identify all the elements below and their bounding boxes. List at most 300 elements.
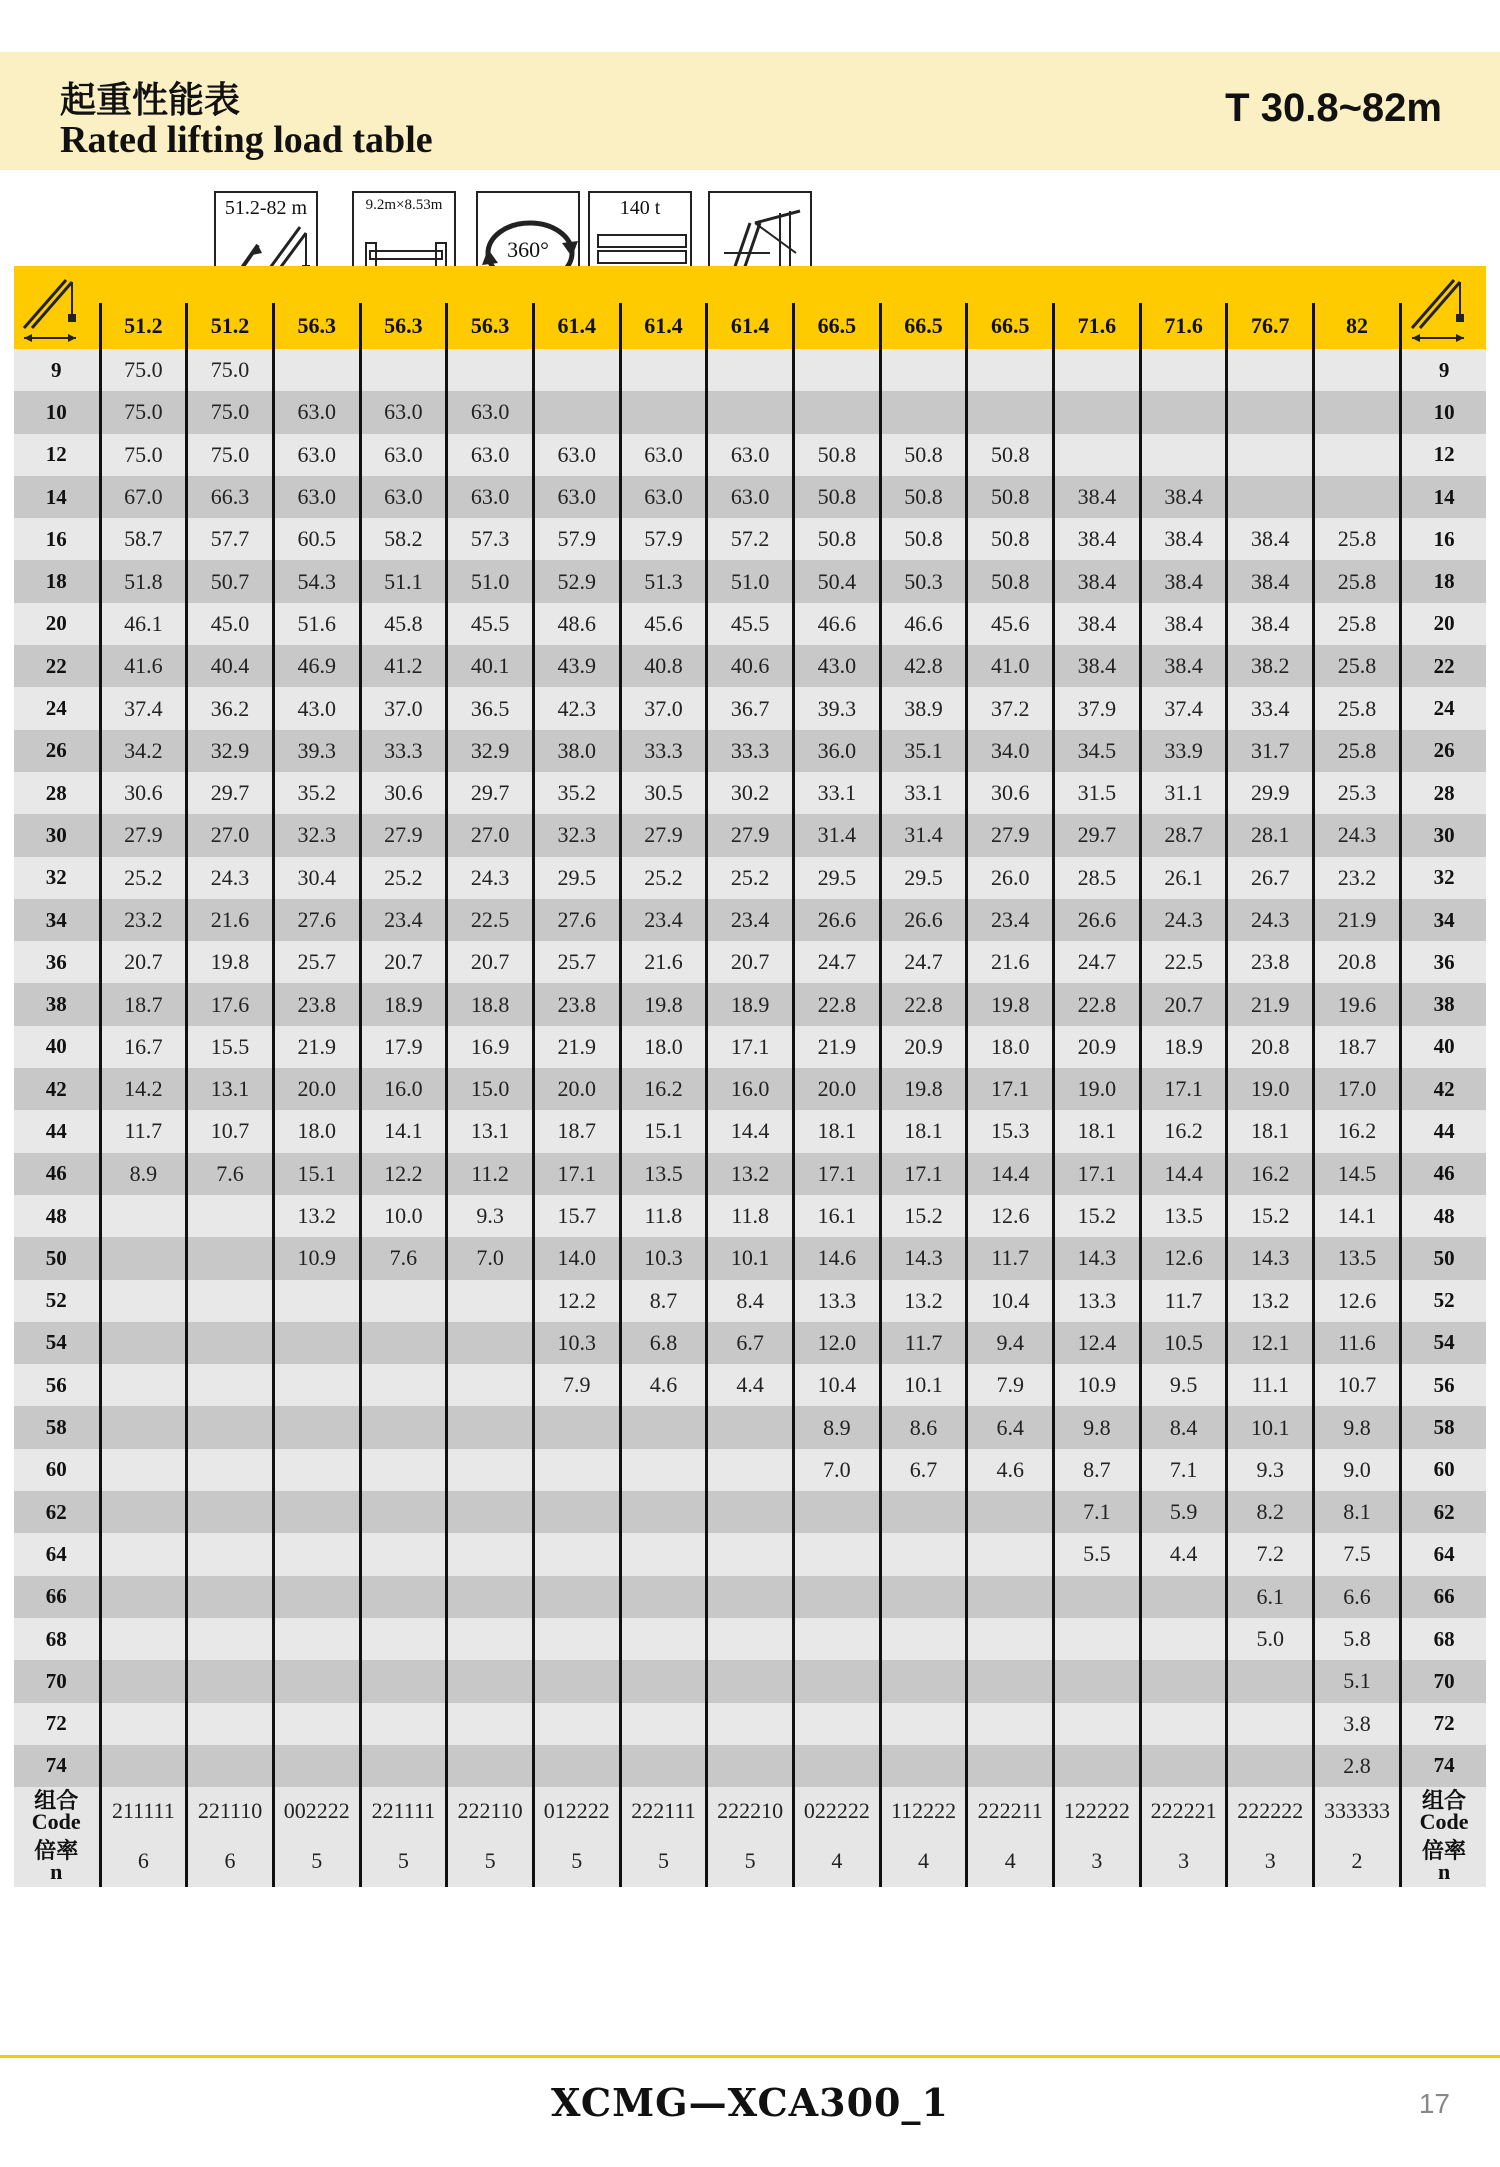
load-cell [1054,1745,1141,1787]
load-cell: 30.6 [360,772,447,814]
load-cell: 40.1 [447,645,534,687]
load-cell [533,1406,620,1448]
load-cell: 19.8 [187,941,274,983]
code-cell: 222210 [707,1787,794,1835]
load-cell: 16.1 [794,1195,881,1237]
load-cell [1314,434,1401,476]
load-cell: 50.8 [794,434,881,476]
load-cell [533,391,620,433]
boom-range-label: 51.2-82 m [224,197,308,219]
load-cell: 6.7 [880,1449,967,1491]
load-cell: 12.1 [1227,1322,1314,1364]
load-cell: 8.1 [1314,1491,1401,1533]
load-cell: 15.7 [533,1195,620,1237]
load-cell: 10.9 [1054,1364,1141,1406]
load-cell: 8.9 [794,1406,881,1448]
load-cell: 17.1 [1054,1153,1141,1195]
table-row [14,857,1486,899]
load-cell: 38.2 [1227,645,1314,687]
load-cell [794,391,881,433]
load-cell: 75.0 [100,391,187,433]
code-cell: 333333 [1314,1787,1401,1835]
load-cell [447,1491,534,1533]
load-cell: 40.6 [707,645,794,687]
load-cell [620,1449,707,1491]
code-cell: 012222 [533,1787,620,1835]
load-cell: 25.2 [620,857,707,899]
load-cell [360,1322,447,1364]
code-cell: 112222 [880,1787,967,1835]
load-cell [1054,1576,1141,1618]
reeving-row [14,1835,1486,1887]
boom-length-header-cell: 66.5 [880,303,967,349]
load-cell: 63.0 [360,391,447,433]
load-cell [967,391,1054,433]
load-cell: 18.1 [1227,1110,1314,1152]
load-cell: 28.5 [1054,857,1141,899]
radius-cell-right: 74 [1400,1745,1486,1787]
load-cell: 6.4 [967,1406,1054,1448]
page-number: 17 [1418,2088,1450,2119]
load-cell [620,1533,707,1575]
load-cell: 25.8 [1314,730,1401,772]
load-cell [707,349,794,391]
table-row [14,1110,1486,1152]
load-cell [273,1280,360,1322]
load-cell: 20.7 [100,941,187,983]
code-row [14,1787,1486,1835]
load-cell [360,1660,447,1702]
load-cell [187,1618,274,1660]
load-cell: 21.9 [273,1026,360,1068]
table-row [14,1364,1486,1406]
load-cell [794,1533,881,1575]
load-cell: 16.9 [447,1026,534,1068]
load-cell [187,1237,274,1279]
load-cell: 9.5 [1140,1364,1227,1406]
load-cell: 5.9 [1140,1491,1227,1533]
load-cell: 57.7 [187,518,274,560]
load-cell: 31.4 [794,814,881,856]
load-cell: 25.2 [100,857,187,899]
rate-cell: 3 [1054,1835,1141,1887]
radius-cell: 60 [14,1449,100,1491]
load-cell [187,1703,274,1745]
load-cell: 7.9 [967,1364,1054,1406]
radius-cell-right: 22 [1400,645,1486,687]
load-cell [707,1703,794,1745]
radius-cell: 52 [14,1280,100,1322]
load-cell: 50.8 [794,518,881,560]
radius-cell-right: 30 [1400,814,1486,856]
load-cell [533,349,620,391]
code-cell: 022222 [794,1787,881,1835]
load-cell: 22.5 [447,899,534,941]
radius-cell-right: 42 [1400,1068,1486,1110]
load-cell: 25.3 [1314,772,1401,814]
load-cell: 66.3 [187,476,274,518]
load-cell: 24.7 [794,941,881,983]
load-cell: 6.1 [1227,1576,1314,1618]
load-cell: 15.2 [1054,1195,1141,1237]
load-cell: 24.3 [1314,814,1401,856]
load-cell: 17.1 [794,1153,881,1195]
rate-cell: 5 [360,1835,447,1887]
load-cell: 38.9 [880,687,967,729]
load-cell: 29.7 [447,772,534,814]
load-cell [1140,434,1227,476]
load-cell [533,1491,620,1533]
load-cell: 63.0 [447,434,534,476]
load-cell: 7.9 [533,1364,620,1406]
load-cell: 32.9 [187,730,274,772]
load-cell: 63.0 [273,476,360,518]
load-cell: 8.9 [100,1153,187,1195]
load-cell: 34.5 [1054,730,1141,772]
load-cell: 18.7 [1314,1026,1401,1068]
load-cell: 36.0 [794,730,881,772]
load-cell: 20.9 [1054,1026,1141,1068]
load-table [14,266,1486,1887]
load-cell [967,349,1054,391]
load-cell [880,1745,967,1787]
load-cell: 38.4 [1140,603,1227,645]
load-cell [707,1491,794,1533]
load-cell: 46.1 [100,603,187,645]
load-cell [447,1576,534,1618]
load-cell: 24.3 [187,857,274,899]
load-cell [967,1745,1054,1787]
radius-cell-right: 16 [1400,518,1486,560]
load-cell: 45.6 [967,603,1054,645]
load-cell: 23.8 [273,983,360,1025]
load-cell [1140,1703,1227,1745]
load-cell: 43.0 [273,687,360,729]
radius-cell: 26 [14,730,100,772]
load-cell: 5.5 [1054,1533,1141,1575]
load-cell: 50.8 [967,518,1054,560]
load-cell: 17.1 [1140,1068,1227,1110]
load-cell [1140,349,1227,391]
load-cell: 33.3 [360,730,447,772]
load-cell: 31.1 [1140,772,1227,814]
load-cell: 63.0 [447,391,534,433]
load-cell [187,1533,274,1575]
load-cell: 42.3 [533,687,620,729]
load-cell: 20.0 [794,1068,881,1110]
load-cell [1227,1660,1314,1702]
load-cell [273,1449,360,1491]
load-cell: 16.0 [360,1068,447,1110]
rate-cell: 5 [533,1835,620,1887]
load-cell: 48.6 [533,603,620,645]
load-cell [273,1703,360,1745]
rate-cell: 5 [620,1835,707,1887]
load-cell: 45.5 [447,603,534,645]
load-cell [447,1406,534,1448]
load-cell: 25.8 [1314,518,1401,560]
load-cell: 25.8 [1314,645,1401,687]
load-cell: 10.9 [273,1237,360,1279]
load-cell [360,1491,447,1533]
load-cell: 18.9 [1140,1026,1227,1068]
header-band [0,52,1500,170]
load-cell [620,1703,707,1745]
load-cell: 8.4 [1140,1406,1227,1448]
load-cell: 30.5 [620,772,707,814]
load-cell: 11.7 [100,1110,187,1152]
load-cell: 50.8 [794,476,881,518]
load-cell: 10.7 [1314,1364,1401,1406]
load-cell: 45.0 [187,603,274,645]
radius-cell-right: 20 [1400,603,1486,645]
load-cell: 63.0 [620,434,707,476]
boom-length-header-cell: 71.6 [1140,303,1227,349]
load-cell: 43.9 [533,645,620,687]
code-cell: 221111 [360,1787,447,1835]
load-cell: 20.7 [360,941,447,983]
load-cell: 11.6 [1314,1322,1401,1364]
load-cell: 19.6 [1314,983,1401,1025]
table-row [14,349,1486,391]
load-cell: 19.8 [620,983,707,1025]
load-cell: 24.7 [1054,941,1141,983]
load-cell: 11.2 [447,1153,534,1195]
radius-cell: 16 [14,518,100,560]
code-label-en: Code [31,1809,81,1835]
load-cell [620,1618,707,1660]
load-cell [794,1491,881,1533]
load-cell: 15.0 [447,1068,534,1110]
radius-cell-right: 36 [1400,941,1486,983]
rate-label-en: n [50,1859,63,1885]
load-cell [273,1406,360,1448]
load-cell [273,1576,360,1618]
load-cell: 54.3 [273,560,360,602]
load-cell: 10.7 [187,1110,274,1152]
load-cell: 18.1 [880,1110,967,1152]
load-cell [187,1576,274,1618]
rate-cell: 5 [447,1835,534,1887]
radius-cell: 18 [14,560,100,602]
load-cell [100,1576,187,1618]
load-cell: 50.8 [967,434,1054,476]
radius-cell: 44 [14,1110,100,1152]
load-cell [360,1449,447,1491]
load-cell: 16.2 [1314,1110,1401,1152]
load-cell: 18.8 [447,983,534,1025]
radius-cell-right: 24 [1400,687,1486,729]
load-cell: 46.9 [273,645,360,687]
radius-cell: 48 [14,1195,100,1237]
load-cell: 14.3 [880,1237,967,1279]
load-cell: 50.8 [967,560,1054,602]
load-cell [707,1576,794,1618]
code-cell: 211111 [100,1787,187,1835]
load-cell [100,1703,187,1745]
load-cell [360,1576,447,1618]
load-cell: 41.2 [360,645,447,687]
load-cell: 45.6 [620,603,707,645]
load-cell: 14.6 [794,1237,881,1279]
counterweight-label: 140 t [619,197,661,219]
load-cell: 38.4 [1054,476,1141,518]
radius-cell-right: 9 [1400,349,1486,391]
radius-cell: 74 [14,1745,100,1787]
radius-cell: 50 [14,1237,100,1279]
table-row [14,603,1486,645]
load-cell [533,1533,620,1575]
load-cell: 18.7 [100,983,187,1025]
code-label-en: Code [1419,1809,1469,1835]
load-cell: 13.5 [1314,1237,1401,1279]
load-cell [707,1660,794,1702]
load-cell: 33.3 [620,730,707,772]
table-row [14,1618,1486,1660]
code-cell: 222111 [620,1787,707,1835]
table-row [14,1491,1486,1533]
load-cell: 26.6 [1054,899,1141,941]
load-cell [620,1745,707,1787]
load-cell: 21.6 [187,899,274,941]
radius-cell: 56 [14,1364,100,1406]
load-cell [447,1660,534,1702]
load-cell: 14.4 [707,1110,794,1152]
code-cell: 221110 [187,1787,274,1835]
rate-cell: 4 [794,1835,881,1887]
load-cell [620,1576,707,1618]
load-cell: 50.3 [880,560,967,602]
load-cell: 17.1 [533,1153,620,1195]
load-cell: 50.7 [187,560,274,602]
load-cell [187,1745,274,1787]
radius-cell: 20 [14,603,100,645]
load-cell: 60.5 [273,518,360,560]
load-cell: 39.3 [794,687,881,729]
load-cell: 63.0 [533,476,620,518]
load-cell: 26.1 [1140,857,1227,899]
load-cell [794,1576,881,1618]
load-cell [707,1618,794,1660]
radius-cell-right: 14 [1400,476,1486,518]
load-cell [1140,391,1227,433]
load-cell: 38.0 [533,730,620,772]
load-cell: 38.4 [1054,560,1141,602]
load-cell: 25.7 [273,941,360,983]
load-cell: 32.3 [533,814,620,856]
radius-cell: 70 [14,1660,100,1702]
load-cell: 57.9 [533,518,620,560]
load-cell: 7.6 [187,1153,274,1195]
radius-cell-right: 56 [1400,1364,1486,1406]
radius-cell-right: 68 [1400,1618,1486,1660]
radius-cell-right: 60 [1400,1449,1486,1491]
radius-cell: 54 [14,1322,100,1364]
load-cell: 30.6 [100,772,187,814]
load-cell: 20.0 [533,1068,620,1110]
load-cell [100,1660,187,1702]
load-cell: 21.9 [1314,899,1401,941]
load-cell [967,1660,1054,1702]
load-cell [100,1280,187,1322]
load-cell: 25.8 [1314,687,1401,729]
load-cell [447,1449,534,1491]
load-cell [533,1703,620,1745]
load-cell [794,1660,881,1702]
load-cell: 58.2 [360,518,447,560]
load-cell: 9.0 [1314,1449,1401,1491]
load-cell: 24.3 [1227,899,1314,941]
load-cell: 23.4 [707,899,794,941]
load-cell: 28.7 [1140,814,1227,856]
load-cell [533,1745,620,1787]
load-cell [967,1618,1054,1660]
code-cell: 002222 [273,1787,360,1835]
table-row [14,1745,1486,1787]
load-cell: 45.8 [360,603,447,645]
load-cell: 38.4 [1227,560,1314,602]
radius-cell-right: 26 [1400,730,1486,772]
radius-cell-right: 46 [1400,1153,1486,1195]
load-cell: 10.4 [794,1364,881,1406]
table-row [14,899,1486,941]
load-cell: 26.7 [1227,857,1314,899]
load-cell: 37.9 [1054,687,1141,729]
load-cell: 20.7 [447,941,534,983]
load-cell: 12.4 [1054,1322,1141,1364]
load-cell: 40.8 [620,645,707,687]
radius-cell: 72 [14,1703,100,1745]
load-cell: 18.9 [707,983,794,1025]
load-cell: 12.2 [533,1280,620,1322]
load-cell: 11.7 [880,1322,967,1364]
radius-cell-right: 40 [1400,1026,1486,1068]
load-cell: 32.9 [447,730,534,772]
load-cell: 67.0 [100,476,187,518]
load-cell: 27.6 [533,899,620,941]
load-cell: 13.2 [707,1153,794,1195]
load-cell: 37.2 [967,687,1054,729]
load-cell: 6.7 [707,1322,794,1364]
radius-cell: 14 [14,476,100,518]
load-cell: 23.4 [360,899,447,941]
table-row [14,1153,1486,1195]
load-cell: 14.1 [360,1110,447,1152]
load-cell: 35.2 [533,772,620,814]
load-cell: 7.5 [1314,1533,1401,1575]
load-cell [273,1745,360,1787]
load-cell [620,349,707,391]
load-cell: 41.6 [100,645,187,687]
load-cell: 27.9 [707,814,794,856]
load-cell: 31.7 [1227,730,1314,772]
load-cell [967,1576,1054,1618]
load-cell: 15.3 [967,1110,1054,1152]
load-cell [360,1280,447,1322]
load-cell [273,1618,360,1660]
load-cell: 13.2 [880,1280,967,1322]
radius-cell-right: 48 [1400,1195,1486,1237]
load-cell: 51.0 [707,560,794,602]
load-cell: 51.3 [620,560,707,602]
load-cell: 18.9 [360,983,447,1025]
load-cell: 42.8 [880,645,967,687]
load-cell: 63.0 [447,476,534,518]
table-row [14,1026,1486,1068]
load-cell [794,1618,881,1660]
load-cell: 13.1 [447,1110,534,1152]
boom-length-header-cell: 82 [1314,303,1401,349]
